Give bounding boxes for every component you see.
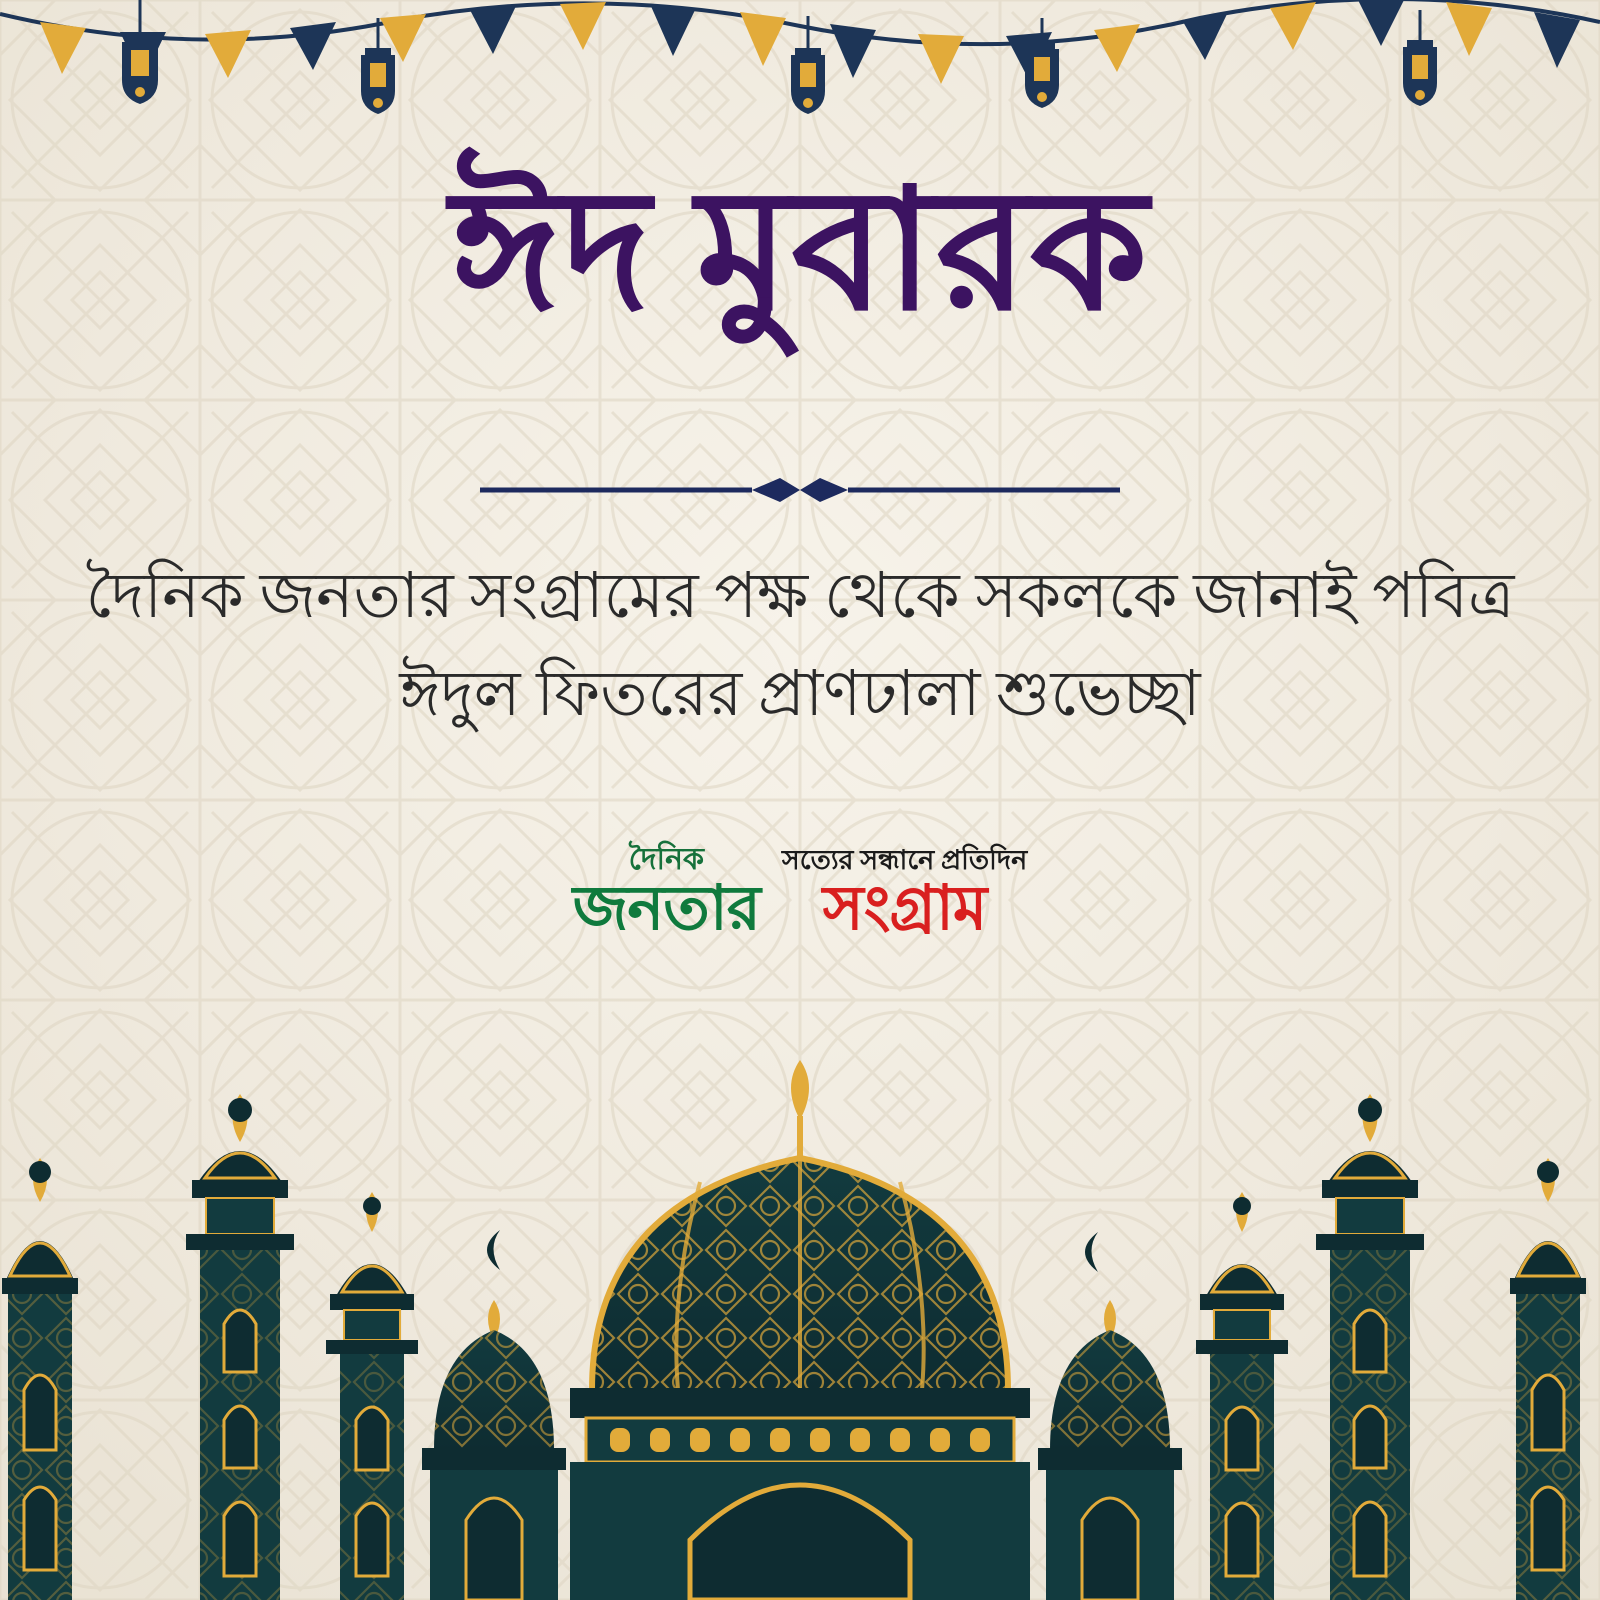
greeting-message: দৈনিক জনতার সংগ্রামের পক্ষ থেকে সকলকে জানাই পবিত্র ঈদুল ফিতরের প্রাণঢালা শুভেচ্ছা	[85, 561, 1515, 729]
minaret-right-tall	[1316, 1094, 1424, 1600]
side-dome-right	[1038, 1300, 1182, 1600]
ornamental-divider-icon	[480, 470, 1120, 510]
lantern-icon	[122, 0, 1437, 114]
minaret-far-left	[2, 1158, 78, 1600]
minaret-right-small	[1196, 1192, 1288, 1600]
logo-left-kicker: দৈনিক	[628, 843, 705, 876]
logo-right-name: সংগ্রাম	[822, 875, 987, 943]
minaret-left-tall	[186, 1094, 294, 1600]
bunting-flags-icon	[0, 0, 1600, 170]
logo-left-name: জনতার	[572, 875, 760, 943]
minaret-left-small	[326, 1192, 418, 1600]
mosque-silhouette-icon	[0, 920, 1600, 1600]
page-title: ঈদ মুবারক	[450, 159, 1150, 345]
central-dome	[570, 1060, 1030, 1600]
minaret-far-right	[1510, 1158, 1586, 1600]
logo-right-kicker: সত্যের সন্ধানে প্রতিদিন	[781, 845, 1028, 875]
side-dome-left	[422, 1300, 566, 1600]
headline-container	[0, 160, 1600, 345]
